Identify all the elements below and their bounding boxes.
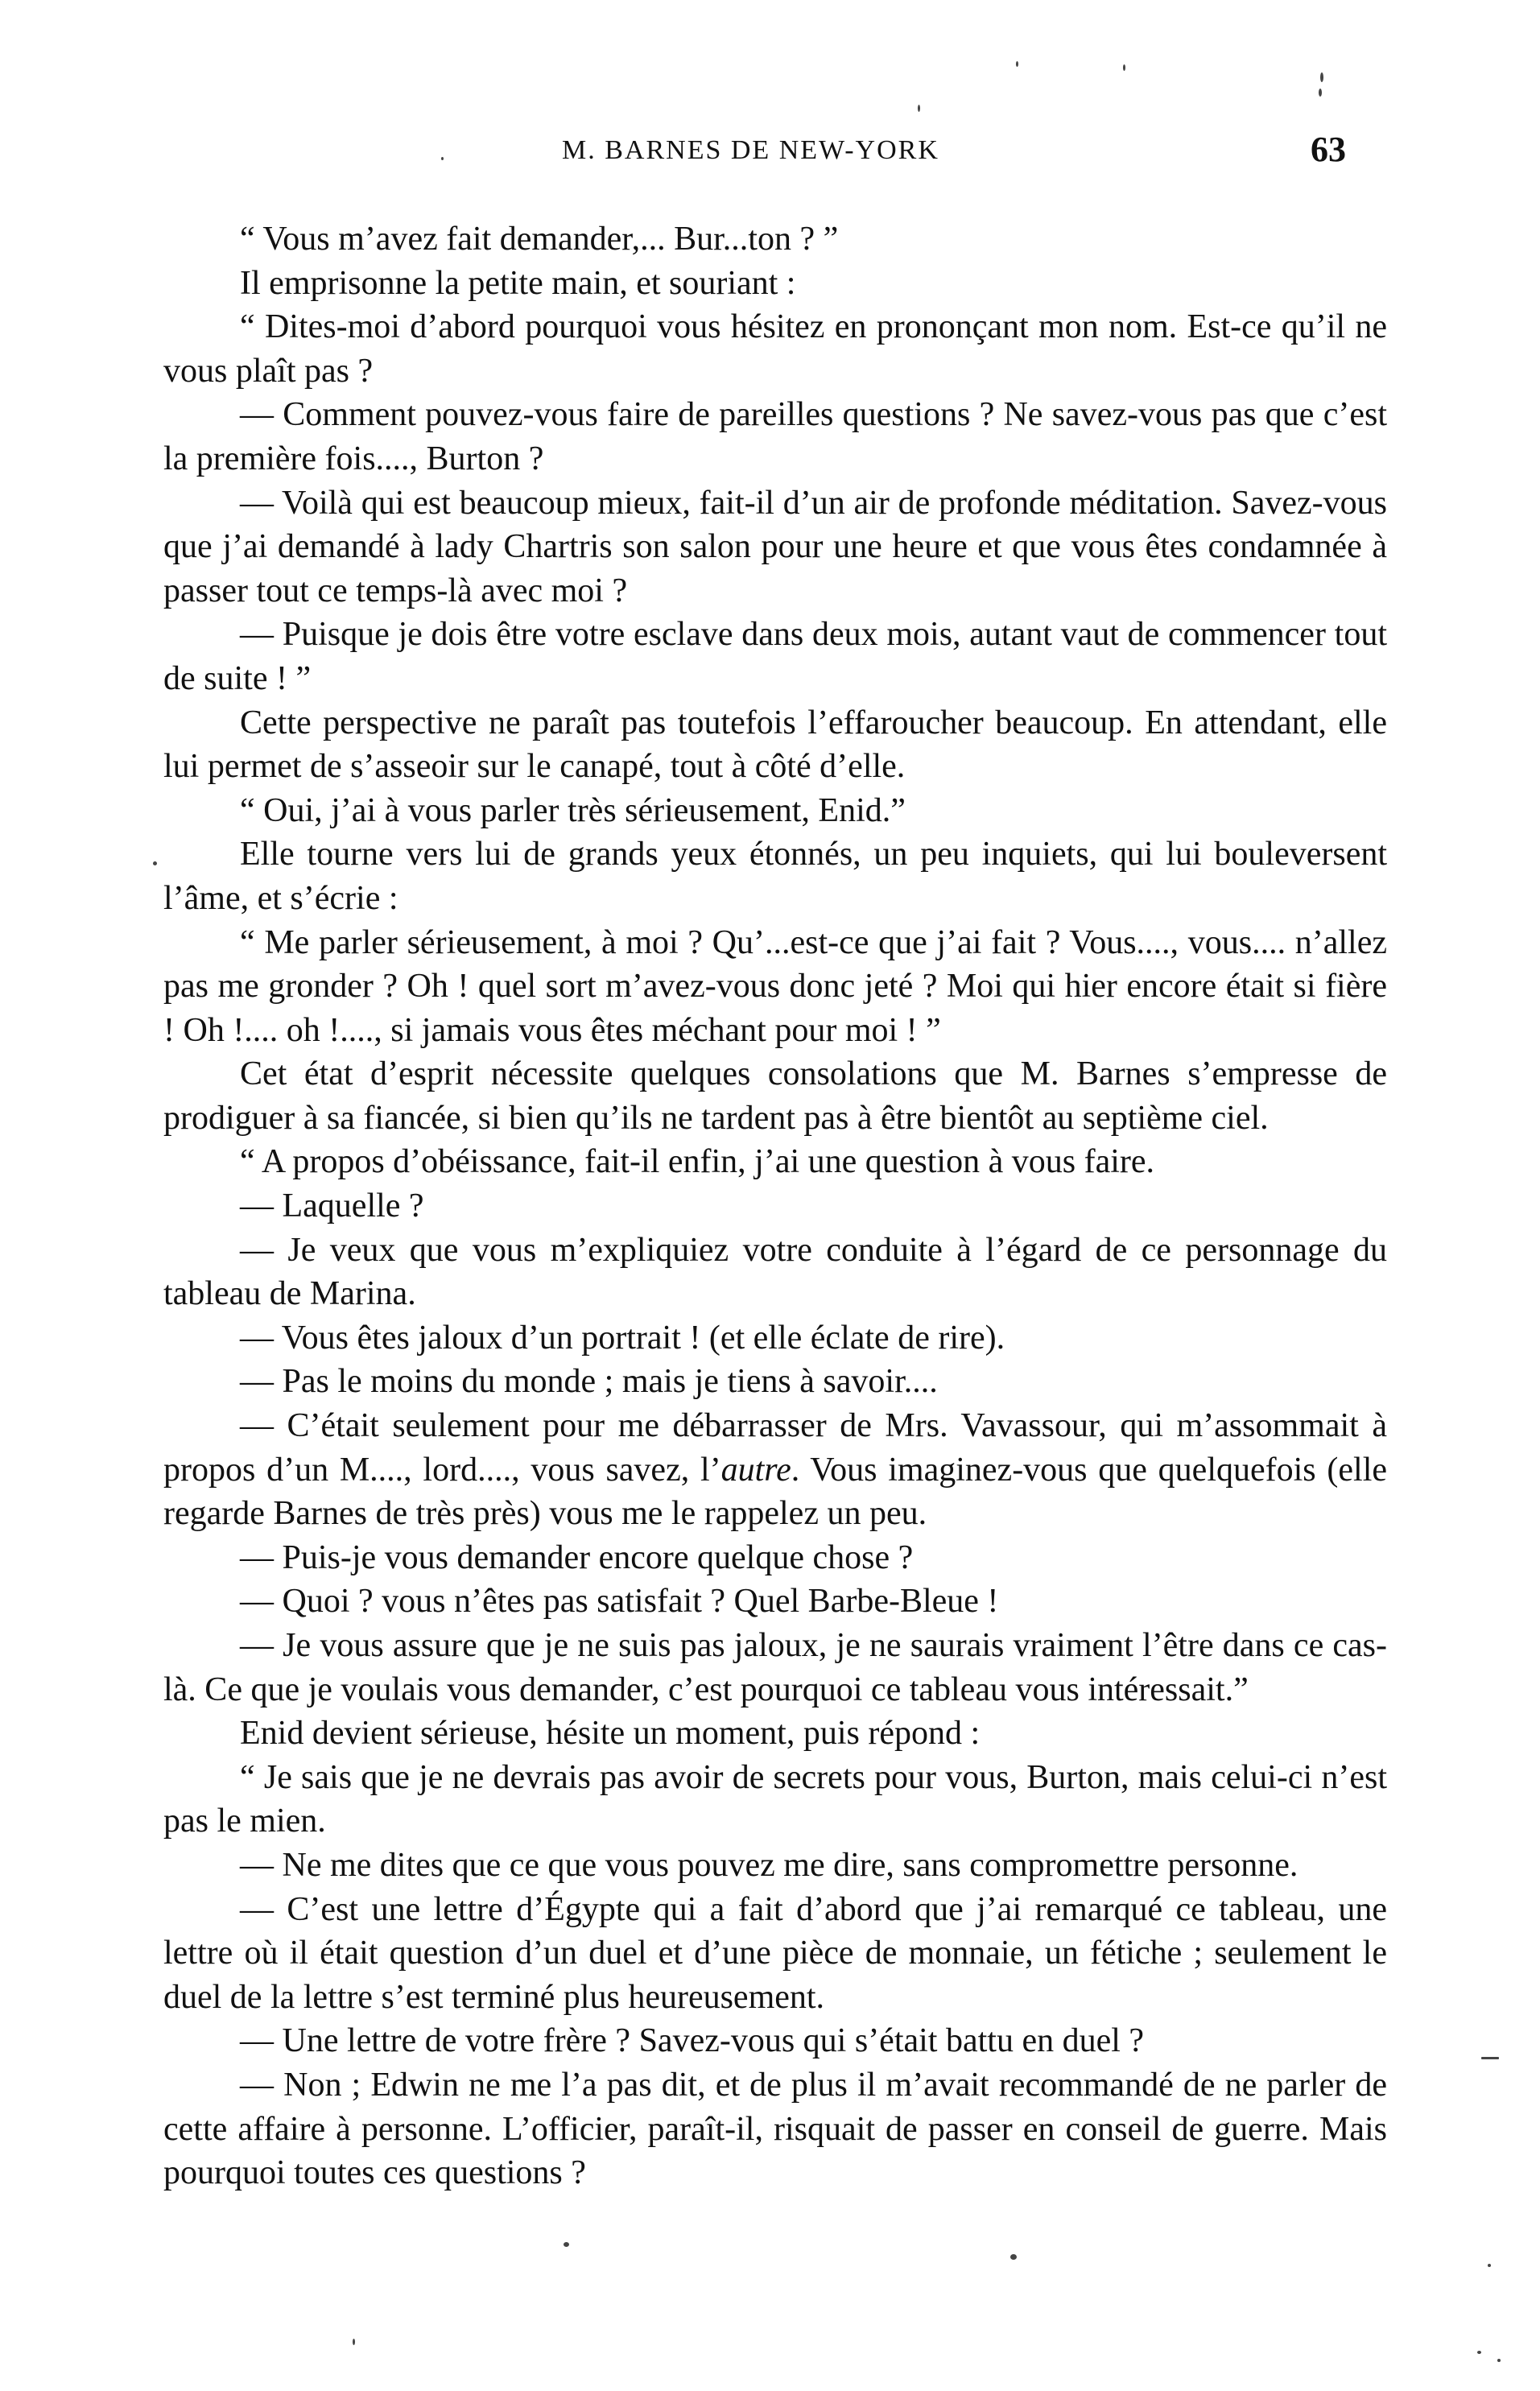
- scan-speck: [441, 157, 444, 160]
- paragraph: — Je veux que vous m’expliquiez votre conduite à l’égard de ce personnage du tableau de Marina.: [163, 1231, 1387, 1313]
- paragraph: — Une lettre de votre frère ? Savez-vous qui s’était battu en duel ?: [240, 2022, 1145, 2060]
- scan-speck: [1016, 61, 1018, 67]
- paragraph: — Vous êtes jaloux d’un portrait ! (et elle éclate de rire).: [240, 1319, 1005, 1357]
- paragraph-with-italic: [163, 1404, 1387, 1536]
- scan-speck: [353, 2339, 355, 2345]
- page-header: [0, 130, 1540, 184]
- paragraph: — Quoi ? vous n’êtes pas satisfait ? Quel Barbe-Bleue !: [240, 1583, 999, 1621]
- paragraph: — Voilà qui est beaucoup mieux, fait-il d’un air de profonde méditation. Savez-vous que j’ai demandé à lady Chartris son salon pour une heure et que vous êtes condamnée à passer tout ce temps-là avec moi ?: [163, 484, 1387, 609]
- paragraph: Cet état d’esprit nécessite quelques consolations que M. Barnes s’empresse de prodiguer à sa fiancée, si bien qu’ils ne tardent pas à être bientôt au septième ciel.: [163, 1055, 1387, 1137]
- paragraph: “ A propos d’obéissance, fait-il enfin, j’ai une question à vous faire.: [240, 1143, 1155, 1181]
- paragraph: “ Je sais que je ne devrais pas avoir de secrets pour vous, Burton, mais celui-ci n’est pas le mien.: [163, 1758, 1387, 1840]
- paragraph: — Pas le moins du monde ; mais je tiens à savoir....: [240, 1363, 938, 1401]
- scan-speck: [1010, 2254, 1017, 2260]
- paragraph: “ Me parler sérieusement, à moi ? Qu’...est-ce que j’ai fait ? Vous...., vous.... n’allez pas me gronder ? Oh ! quel sort m’avez-vous donc jeté ? Moi qui hier encore était si fière ! Oh !.... oh !...., si jamais vous êtes méchant pour moi ! ”: [163, 923, 1387, 1049]
- paragraph: — Laquelle ?: [240, 1187, 424, 1225]
- paragraph: — Comment pouvez-vous faire de pareilles questions ? Ne savez-vous pas que c’est la première fois...., Burton ?: [163, 396, 1387, 477]
- scan-speck: [1481, 2057, 1499, 2059]
- paragraph: — Ne me dites que ce que vous pouvez me dire, sans compromettre personne.: [240, 1846, 1298, 1884]
- paragraph: — C’est une lettre d’Égypte qui a fait d’abord que j’ai remarqué ce tableau, une lettre où il était question d’un duel et d’une pièce de monnaie, un fétiche ; seulement le duel de la lettre s’est terminé plus heureusement.: [163, 1890, 1387, 2016]
- paragraph: “ Vous m’avez fait demander,... Bur...ton ? ”: [240, 221, 839, 258]
- scan-speck: [564, 2242, 569, 2247]
- paragraph: Il emprisonne la petite main, et souriant :: [240, 264, 796, 302]
- page-number: 63: [1311, 130, 1346, 169]
- body-text: [163, 217, 1387, 2195]
- scan-speck: [153, 861, 157, 865]
- paragraph: Cette perspective ne paraît pas toutefois l’effaroucher beaucoup. En attendant, elle lui permet de s’asseoir sur le canapé, tout à côté d’elle.: [163, 704, 1387, 786]
- paragraph: — Puis-je vous demander encore quelque chose ?: [240, 1538, 914, 1576]
- italic-word: autre: [720, 1451, 791, 1489]
- paragraph: “ Oui, j’ai à vous parler très sérieusement, Enid.”: [240, 791, 906, 829]
- scan-speck: [1319, 89, 1322, 97]
- paragraph: — Non ; Edwin ne me l’a pas dit, et de plus il m’avait recommandé de ne parler de cette affaire à personne. L’officier, paraît-il, risquait de passer en conseil de guerre. Mais pourquoi toutes ces questions ?: [163, 2066, 1387, 2192]
- scan-speck: [918, 105, 920, 112]
- paragraph: — Je vous assure que je ne suis pas jaloux, je ne saurais vraiment l’être dans ce cas-là. Ce que je voulais vous demander, c’est pourquoi ce tableau vous intéressait.”: [163, 1627, 1387, 1708]
- scan-speck: [1123, 64, 1125, 71]
- scan-speck: [1477, 2351, 1481, 2354]
- paragraph: “ Dites-moi d’abord pourquoi vous hésitez en prononçant mon nom. Est-ce qu’il ne vous plaît pas ?: [163, 308, 1387, 390]
- running-head: M. BARNES DE NEW-YORK: [562, 135, 939, 165]
- paragraph-part: — C’était seulement pour me débarrasser de Mrs. Vavassour, qui m’assommait à propos d’un M...., lord...., vous savez, l’: [163, 1407, 1387, 1489]
- paragraph: Elle tourne vers lui de grands yeux étonnés, un peu inquiets, qui lui bouleversent l’âme, et s’écrie :: [163, 836, 1387, 917]
- scan-speck: [1497, 2359, 1501, 2362]
- scan-speck: [1488, 2264, 1491, 2267]
- paragraph: — Puisque je dois être votre esclave dans deux mois, autant vaut de commencer tout de suite ! ”: [163, 616, 1387, 697]
- paragraph: Enid devient sérieuse, hésite un moment, puis répond :: [240, 1715, 981, 1753]
- paragraph-part: . Vous imaginez-vous que quelquefois (elle regarde Barnes de très près) vous me le rappelez un peu.: [163, 1451, 1388, 1533]
- scan-speck: [1320, 72, 1323, 82]
